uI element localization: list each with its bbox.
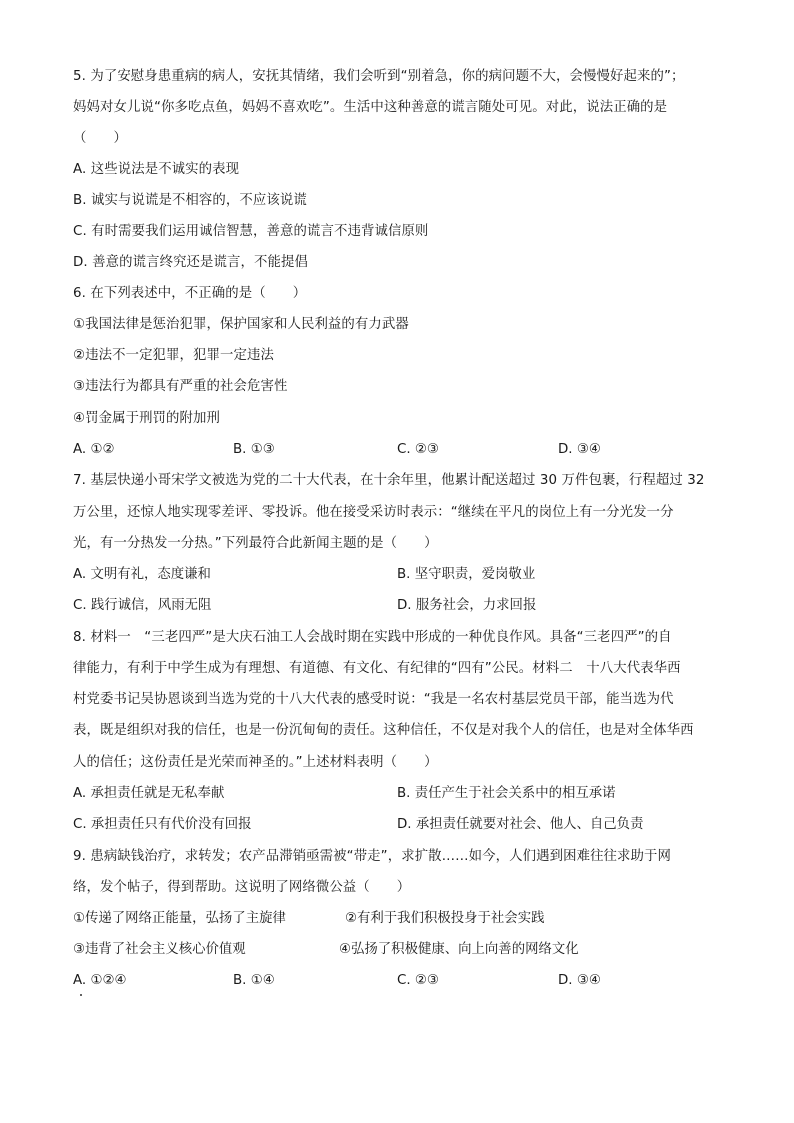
q9-statement-3: ③违背了社会主义核心价值观 (73, 942, 246, 957)
q7-options-row-2 (73, 596, 733, 616)
q8-stem-line-3: 村党委书记吴协恩谈到当选为党的十八大代表的感受时说：“我是一名农村基层党员干部，能当选为代 (73, 692, 674, 707)
q5-option-a: A. 这些说法是不诚实的表现 (73, 162, 240, 177)
q8-option-d: D. 承担责任就要对社会、他人、自己负责 (397, 817, 644, 832)
q7-option-b: B. 坚守职责，爱岗敬业 (397, 567, 536, 582)
q6-statement-4: ④罚金属于刑罚的附加刑 (73, 411, 221, 426)
stray-dot-mark (80, 994, 82, 996)
q6-options-row (73, 440, 733, 460)
q9-statements-row-2 (73, 940, 733, 960)
q7-options-row-1 (73, 565, 733, 585)
q5-stem-line-3: （ ） (73, 131, 127, 146)
q5-stem-line-1: 5. 为了安慰身患重病的病人，安抚其情绪，我们会听到“别着急，你的病问题不大，会慢慢好起来的”； (73, 69, 685, 84)
q6-statement-3: ③违法行为都具有严重的社会危害性 (73, 379, 288, 394)
q6-option-a: A. ①② (73, 442, 115, 457)
q7-option-c: C. 践行诚信，风雨无阻 (73, 598, 212, 613)
q9-option-b: B. ①④ (233, 973, 275, 988)
q8-option-a: A. 承担责任就是无私奉献 (73, 786, 225, 801)
q6-statement-2: ②违法不一定犯罪，犯罪一定违法 (73, 348, 274, 363)
q8-stem-line-5: 人的信任；这份责任是光荣而神圣的。”上述材料表明（ ） (73, 755, 438, 770)
q7-option-d: D. 服务社会，力求回报 (397, 598, 537, 613)
q6-option-b: B. ①③ (233, 442, 275, 457)
q8-option-c: C. 承担责任只有代价没有回报 (73, 817, 252, 832)
q6-option-c: C. ②③ (397, 442, 439, 457)
q9-options-row (73, 971, 733, 991)
q7-stem-line-1: 7. 基层快递小哥宋学文被选为党的二十大代表，在十余年里，他累计配送超过 30 万件包裹，行程超过 32 (73, 473, 705, 488)
q9-option-c: C. ②③ (397, 973, 439, 988)
q9-statement-2: ②有利于我们积极投身于社会实践 (345, 911, 545, 926)
q7-stem-line-2: 万公里，还惊人地实现零差评、零投诉。他在接受采访时表示：“继续在平凡的岗位上有一分光发一分 (73, 505, 674, 520)
q9-statement-4: ④弘扬了积极健康、向上向善的网络文化 (339, 942, 579, 957)
q5-option-c: C. 有时需要我们运用诚信智慧，善意的谎言不违背诚信原则 (73, 224, 429, 239)
q5-option-b: B. 诚实与说谎是不相容的，不应该说谎 (73, 193, 307, 208)
q5-stem-line-2: 妈妈对女儿说“你多吃点鱼，妈妈不喜欢吃”。生活中这种善意的谎言随处可见。对此，说法正确的是 (73, 100, 668, 115)
q8-stem-line-1: 8. 材料一 “三老四严”是大庆石油工人会战时期在实践中形成的一种优良作风。具备“三老四严”的自 (73, 630, 672, 645)
q9-statement-1: ①传递了网络正能量，弘扬了主旋律 (73, 911, 286, 926)
q6-option-d: D. ③④ (558, 442, 601, 457)
q5-option-d: D. 善意的谎言终究还是谎言，不能提倡 (73, 255, 308, 270)
q6-stem: 6. 在下列表述中，不正确的是（ ） (73, 286, 307, 301)
q8-options-row-2 (73, 815, 733, 835)
q7-stem-line-3: 光，有一分热发一分热。”下列最符合此新闻主题的是（ ） (73, 536, 438, 551)
q9-option-d: D. ③④ (558, 973, 601, 988)
q9-option-a: A. ①②④ (73, 973, 127, 988)
q7-option-a: A. 文明有礼，态度谦和 (73, 567, 211, 582)
q6-statement-1: ①我国法律是惩治犯罪，保护国家和人民利益的有力武器 (73, 317, 409, 332)
q8-stem-line-2: 律能力，有利于中学生成为有理想、有道德、有文化、有纪律的“四有”公民。材料二 十八大代表华西 (73, 661, 681, 676)
q8-option-b: B. 责任产生于社会关系中的相互承诺 (397, 786, 616, 801)
q8-options-row-1 (73, 784, 733, 804)
q8-stem-line-4: 表，既是组织对我的信任，也是一份沉甸甸的责任。这种信任，不仅是对我个人的信任，也是对全体华西 (73, 723, 694, 738)
q9-stem-line-1: 9. 患病缺钱治疗，求转发；农产品滞销亟需被“带走”，求扩散……如今，人们遇到困难往往求助于网 (73, 849, 672, 864)
q9-stem-line-2: 络，发个帖子，得到帮助。这说明了网络微公益（ ） (73, 880, 411, 895)
q9-statements-row-1 (73, 909, 733, 929)
